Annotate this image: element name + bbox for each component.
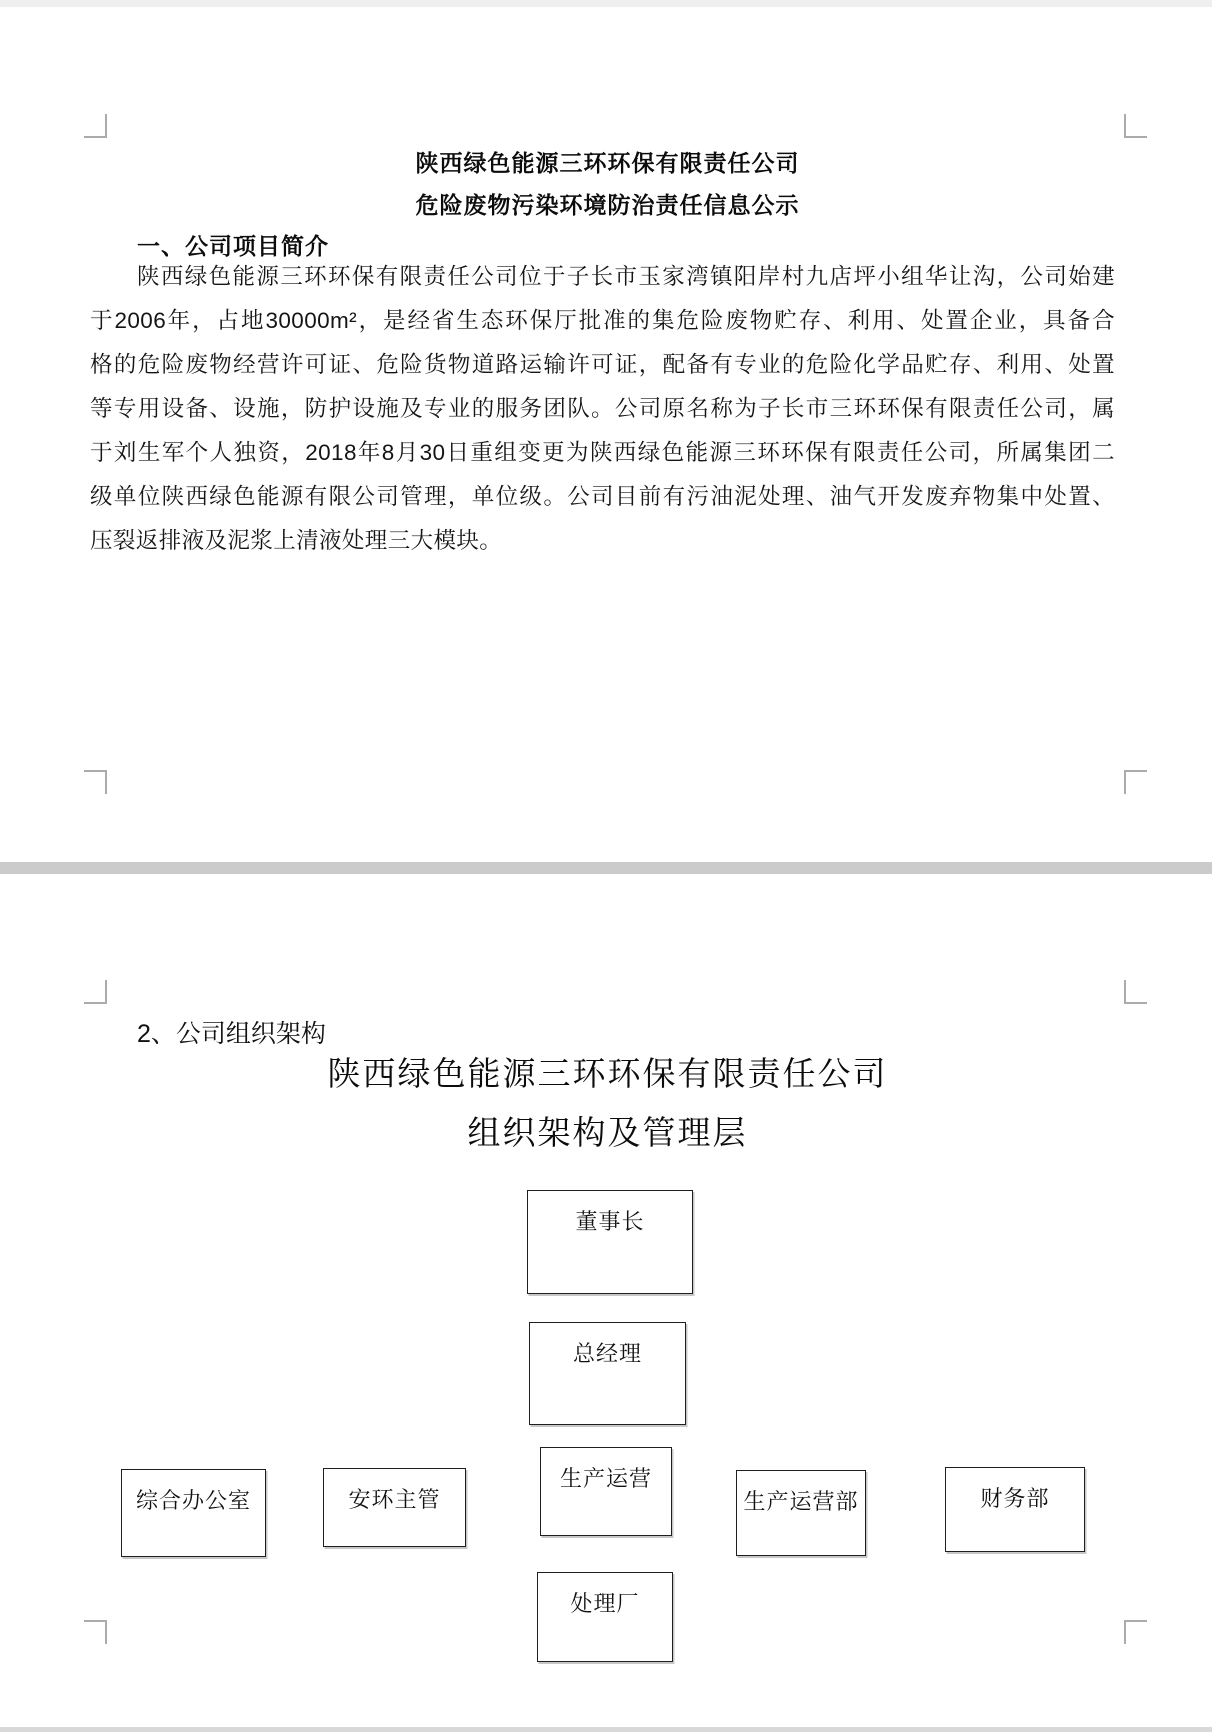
org-node-general-office [121,1469,266,1557]
margin-mark-page1-bottom-right [1124,770,1147,794]
doc-title-line1: 陕西绿色能源三环环保有限责任公司 [415,150,800,176]
org-node-label: 总经理 [572,1341,642,1366]
org-node-treatment-plant [537,1572,673,1662]
viewer-top-strip [0,0,1212,7]
margin-mark-page2-bottom-right [1124,1620,1147,1644]
section-1-heading: 一、公司项目简介 [137,233,329,259]
page-separator [0,862,1212,874]
paragraph-line: 等专用设备、设施，防护设施及专业的服务团队。公司原名称为子长市三环环保有限责任公司，属 [90,396,1115,421]
org-node-production-operation-dept [736,1470,866,1556]
org-node-finance-dept [945,1467,1085,1552]
paragraph-line: 陕西绿色能源三环环保有限责任公司位于子长市玉家湾镇阳岸村九店坪小组华让沟，公司始建 [137,264,1115,289]
margin-mark-page2-top-right [1124,980,1147,1004]
section-2-heading: 2、公司组织架构 [137,1020,326,1048]
org-node-label: 综合办公室 [135,1488,251,1513]
org-chart-title-line1: 陕西绿色能源三环环保有限责任公司 [327,1055,888,1092]
org-chart-title-line2: 组织架构及管理层 [467,1114,748,1151]
doc-title-line2: 危险废物污染环境防治责任信息公示 [415,192,800,218]
org-node-general-manager [529,1322,686,1425]
org-node-label: 董事长 [575,1209,645,1234]
org-node-label: 生产运营部 [743,1489,859,1514]
org-node-chairman [527,1190,693,1294]
margin-mark-page2-bottom-left [84,1620,107,1644]
paragraph-line: 级单位陕西绿色能源有限公司管理，单位级。公司目前有污油泥处理、油气开发废弃物集中处置、 [90,484,1115,509]
org-node-safety-env-supervisor [323,1468,466,1547]
org-node-label: 安环主管 [348,1487,441,1512]
paragraph-line: 于2006年，占地30000m²，是经省生态环保厅批准的集危险废物贮存、利用、处置企业，具备合 [90,308,1115,333]
org-node-label: 财务部 [980,1486,1050,1511]
paragraph-line: 格的危险废物经营许可证、危险货物道路运输许可证，配备有专业的危险化学品贮存、利用、处置 [90,352,1115,377]
margin-mark-page1-top-right [1124,114,1147,138]
margin-mark-page2-top-left [84,980,107,1004]
margin-mark-page1-top-left [84,114,107,138]
margin-mark-page1-bottom-left [84,770,107,794]
paragraph-line: 压裂返排液及泥浆上清液处理三大模块。 [90,528,503,553]
paragraph-line: 于刘生军个人独资，2018年8月30日重组变更为陕西绿色能源三环环保有限责任公司，所属集团二 [90,440,1115,465]
org-node-label: 生产运营 [559,1466,652,1491]
org-node-label: 处理厂 [570,1591,640,1616]
org-node-production-operation [540,1447,672,1536]
viewer-bottom-strip [0,1727,1212,1732]
